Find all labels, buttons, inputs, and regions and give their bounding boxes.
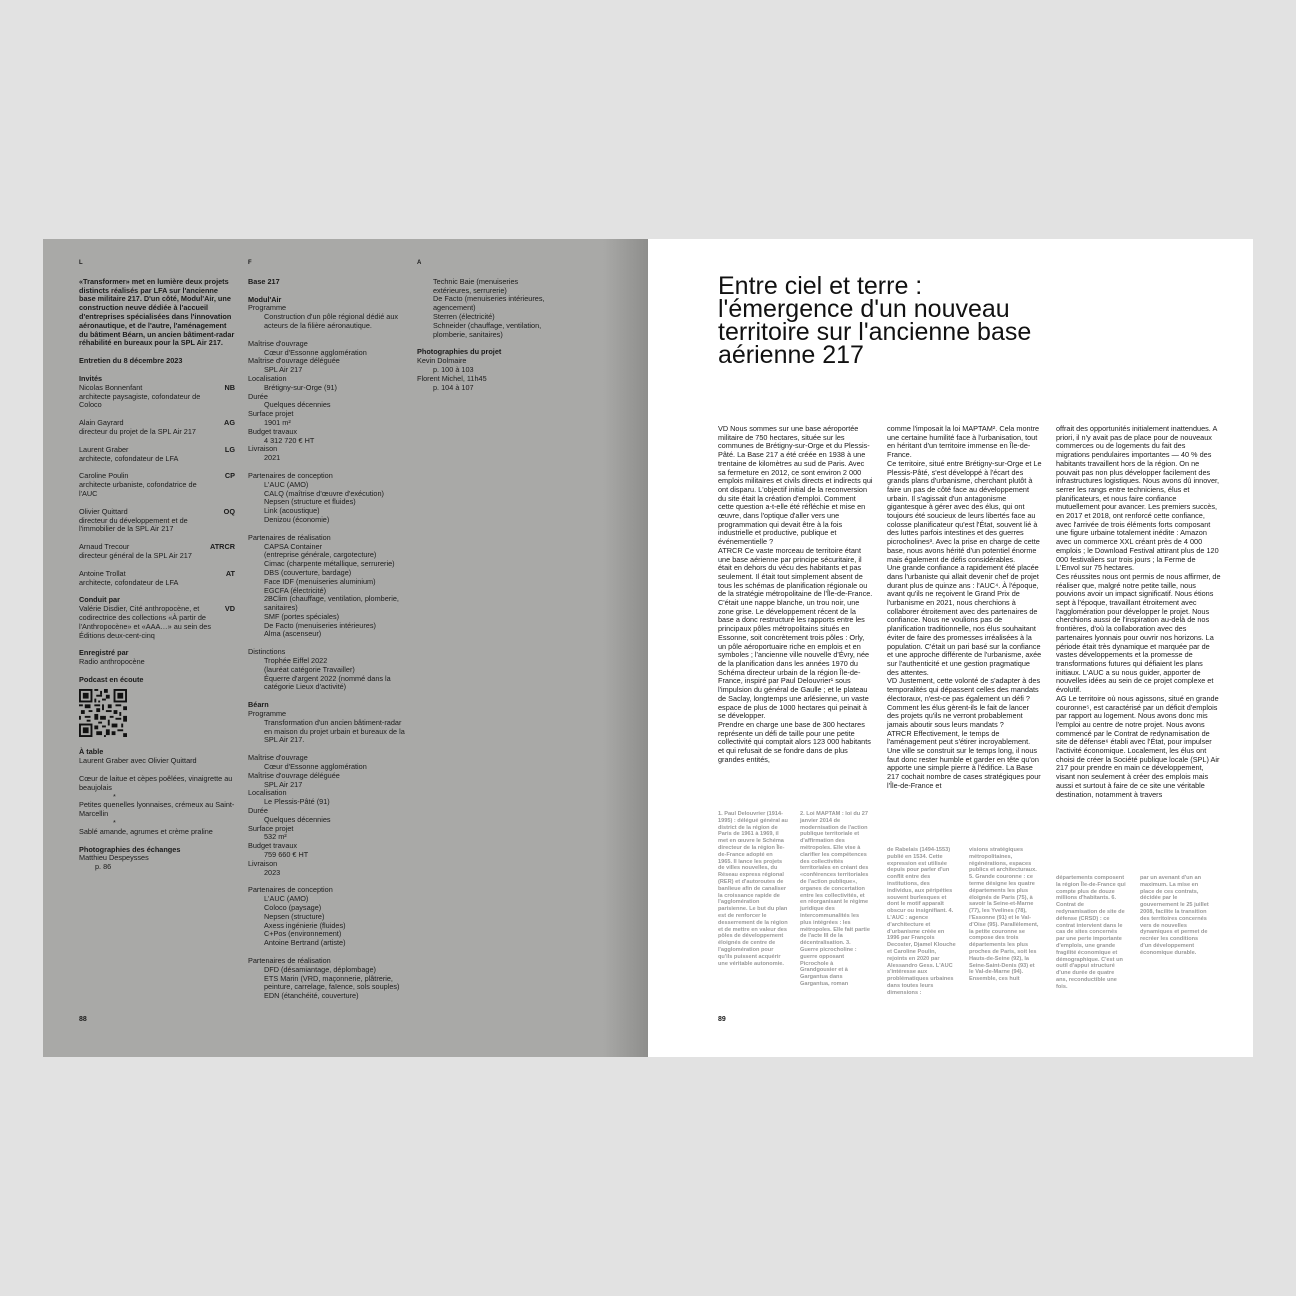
book-spread [43,239,1253,1057]
spec-value: Transformation d'un ancien bâtiment-radar en maison du projet urbain et bureaux de la SPL Air 217. [264,717,405,745]
spec-label: Localisation [248,373,287,383]
guest-entry [79,446,235,464]
spec-heading: Base 217 [248,276,280,286]
spec-value: Cœur d'Essonne agglomération [264,347,367,357]
guest-initials: OQ [223,506,235,516]
podcast-title: Podcast en écoute [79,674,144,684]
spec-label: Programme [248,303,287,313]
footnote-3-4: de Rabelais (1494-1553) publié en 1534. Cette expression est utilisée depuis pour parler d'un conflit entre des institutions, des individus, aux péripéties souvent burlesques et dont le motif apparaît obscur ou insignifiant. 4. L'AUC : agence d'architecture et d'urbanisme créée en 1996 par François Decoster, Djamel Klouche et Caroline Poulin, rejoints en 2020 par Alessandro Gess. L'AUC s'intéresse aux problématiques urbaines dans toutes leurs dimensions : [887,847,956,996]
table-text: Laurent Graber avec Olivier Quittard [79,756,197,766]
intro-text: «Transformer» met en lumière deux projets distincts réalisés par LFA sur l'ancienne base militaire 217. D'un côté, Modul'Air, une construction neuve dédiée à l'accueil d'entreprises spécialisées dans l'innovation aéronautique, et de l'autre, l'aménagement du bâtiment Béarn, un ancien bâtiment-radar réhabilité en bureaux pour la SPL Air 217. [79,276,235,348]
led-by-block [79,596,235,640]
guest-initials: CP [224,471,235,481]
spec-value: (lauréat catégorie Travailler) [264,664,355,674]
column-header-a: A [417,260,422,266]
spec-label: Durée [248,806,268,816]
spec-value: Antoine Bertrand (artiste) [264,938,346,948]
spec-value: 4 312 720 € HT [264,435,315,445]
led-title: Conduit par [79,595,120,605]
menu-item: Petites quenelles lyonnaises, crémeux au Saint-Marcellin [79,800,235,819]
article-title: Entre ciel et terre : l'émergence d'un nouveau territoire sur l'ancienne base aérienne 217 [718,272,1032,369]
spec-value: 2BClim (chauffage, ventilation, plomberie, sanitaires) [264,594,399,613]
spec-value: SMF (portes spéciales) [264,611,340,621]
guest-entry [79,543,235,561]
spec-label: Durée [248,391,268,401]
spec-value: ETS Marin (VRD, maçonnerie, plâtrerie, peinture, carrelage, faïence, sols souples) [264,973,400,992]
guest-role: architecte, cofondateur de LFA [79,453,179,463]
guest-entry [79,419,235,437]
spec-value: Face IDF (menuiseries aluminium) [264,576,376,586]
spec-value: Cœur d'Essonne agglomération [264,762,367,772]
spec-value: EDN (étanchéité, couverture) [264,991,359,1001]
spec-value: De Facto (menuiseries intérieures) [264,620,376,630]
guest-entry [79,384,235,410]
spec-label: Surface projet [248,409,294,419]
column-header-l: L [79,260,83,266]
guests-list [79,384,235,588]
spec-label: Partenaires de conception [248,470,333,480]
article-col-3 [1056,425,1221,799]
guest-name: Caroline Poulin [79,471,129,481]
photos-exchange-text: Matthieu Despeysses [79,853,149,863]
spec-value: C+Pos (environnement) [264,929,342,939]
project-specs [248,278,408,1001]
spec-value: Construction d'un pôle régional dédié aux acteurs de la filière aéronautique. [264,312,399,330]
left-page [43,239,648,1057]
spec-value: SPL Air 217 [264,779,303,789]
spec-label: Florent Michel, 11h45 [417,373,487,383]
spec-value: p. 104 à 107 [433,382,474,392]
menu-separator: * [113,818,116,828]
menu-list [79,775,235,837]
spec-value: CALQ (maîtrise d'œuvre d'exécution) [264,488,384,498]
spec-label: Budget travaux [248,841,298,851]
menu-separator: * [113,791,116,801]
spec-value: Sterren (électricité) [433,311,495,321]
spec-value: Quelques décennies [264,814,331,824]
guest-role: architecte urbaniste, cofondatrice de l'AUC [79,480,197,498]
spec-value: L'AUC (AMO) [264,479,309,489]
spec-label: Maîtrise d'ouvrage [248,338,308,348]
spec-label: Budget travaux [248,426,298,436]
spec-value: 2023 [264,867,281,877]
column-header-f: F [248,260,252,266]
spec-label: Kevin Dolmaire [417,356,467,366]
spec-value: Brétigny-sur-Orge (91) [264,382,337,392]
spec-value: 1901 m² [264,417,291,427]
spec-value: Schneider (chauffage, ventilation, plomberie, sanitaires) [433,320,542,339]
left-col-3 [417,259,547,392]
guest-entry [79,472,235,498]
right-page [648,239,1253,1057]
article-col-1 [718,425,873,764]
article-text: comme l'imposait la loi MAPTAM². Cela montre une certaine humilité face à l'urbanisation, tout en héritant d'un territoire immense en Île-de-France. Ce territoire, situé entre Brétigny-sur-Orge et Le Plessis-Pâté, s'est développé à l'écart des grands plans d'urbanisme, cherchant plutôt à faire un pas de côté face au développement urbain. Il s'agissait d'un antagonisme gigantesque à gérer avec des élus, qui ont toujours été soucieux de leurs libertés face au colosse planificateur qu'est l'État, souvent lié à des luttes parfois intestines et des guerres picrocholines³. Avec la prise en charge de cette base, nous avons hérité d'un potentiel énorme mais également de défis considérables. Une grande confiance a rapidement été placée dans l'urbaniste qui allait devenir chef de projet durant plus de quinze ans : l'AUC⁴. À l'époque, avant qu'ils ne reçoivent le Grand Prix de l'urbanisme en 2021, nous cherchions à collaborer étroitement avec des partenaires de confiance. Nous ne voulions pas de planification traditionnelle, nos élus souhaitant éviter de faire des promesses irréalisées à la population. C'était un pari basé sur la confiance et une approche différente de l'urbanisme, axée sur l'authenticité et une gestion pragmatique des attentes. VD Justement, cette volonté de s'adapter à des temporalités qui dépassent celles des mandats électoraux, n'est-ce pas également un défi ? Comment les élus gèrent-ils le fait de lancer des projets qu'ils ne verront probablement jamais aboutir sous leurs mandats ? ATRCR Effectivement, le temps de l'aménagement peut s'étirer incroyablement. Une ville se construit sur le temps long, il nous faut donc rester humble et garder en tête qu'on apporte une simple pierre à l'édifice. La Base 217 cochait nombre de cases stratégiques pour l'Île-de-France et [887,424,1042,790]
guest-name: Laurent Graber [79,444,129,454]
guest-initials: LG [224,444,235,454]
footnote-2-3: 2. Loi MAPTAM : loi du 27 janvier 2014 de modernisation de l'action publique territoriale et d'affirmation des métropoles. Elle vise à clarifier les compétences des collectivités territoriales en créant des «conférences territoriales de l'action publique», organes de concertation entre les collectivités, et en réorganisant le régime juridique des intercommunalités les plus intégrées : les métropoles. Elle fait partie de l'acte III de la décentralisation. 3. Guerre picrocholine : guerre opposant Picrochole à Grandgousier et à Gargantua dans Gargantua, roman [800,811,870,987]
spec-label: Maîtrise d'ouvrage [248,753,308,763]
spec-heading: Photographies du projet [417,347,502,357]
menu-item: Cœur de laitue et cèpes poêlées, vinaigrette au beaujolais [79,774,233,792]
spec-value: Link (acoustique) [264,506,320,516]
spec-label: Partenaires de réalisation [248,955,331,965]
recorded-title: Enregistré par [79,648,129,658]
guest-initials: NB [224,382,235,392]
spec-value: Équerre d'argent 2022 (nommé dans la catégorie Lieux d'activité) [264,673,391,692]
spec-label: Partenaires de réalisation [248,532,331,542]
spec-label: Maîtrise d'ouvrage déléguée [248,770,340,780]
qr-code[interactable] [79,689,127,737]
spec-value: Axess ingénierie (fluides) [264,920,346,930]
guest-role: directeur général de la SPL Air 217 [79,550,192,560]
guest-name: Alain Gayrard [79,418,124,428]
spec-heading: Béarn [248,700,269,710]
spec-value: Nepsen (structure) [264,911,325,921]
spec-label: Livraison [248,444,278,454]
spec-value: Alma (ascenseur) [264,629,322,639]
guest-entry [79,570,235,588]
spec-label: Distinctions [248,647,286,657]
spec-value: EGCFA (électricité) [264,585,327,595]
spec-value: CAPSA Container [264,541,323,551]
footnote-6: par un avenant d'un an maximum. La mise en place de ces contrats, décidée par le gouvernement le 25 juillet 2008, facilite la transition des territoires concernés vers de nouvelles dynamiques et permet de recréer les conditions d'un développement économique durable. [1140,875,1209,956]
article-col-2 [887,425,1042,791]
spec-value: 2021 [264,453,281,463]
footnote-1: 1. Paul Delouvrier (1914-1995) : délégué général au district de la région de Paris de 1961 à 1969, il met en œuvre le Schéma directeur de la région Île-de-France adopté en 1965. Il lance les projets de villes nouvelles, du Réseau express régional (RER) et d'autoroutes de banlieue afin de canaliser la croissance rapide de l'agglomération parisienne. Le but du plan est de renforcer le desserrement de la région et de mettre en valeur des pôles de développement éloignés de centre de l'agglomération pour qu'ils puissent acquérir une véritable autonomie. [718,811,788,967]
spec-label: Livraison [248,858,278,868]
spec-value: DBS (couverture, bardage) [264,567,352,577]
led-initials: VD [224,604,235,614]
table-title: À table [79,747,104,757]
spec-value: Nepsen (structure et fluides) [264,497,356,507]
led-text: Valérie Disdier, Cité anthropocène, et codirectrice des collections «À partir de l'Anthropocène» et «AAA…» au sein des Éditions deux-cent-cinq [79,604,212,640]
page-number-right: 89 [718,1016,726,1023]
spec-value: Cimac (charpente métallique, serrurerie) [264,559,395,569]
photos-exchange-title: Photographies des échanges [79,844,181,854]
photos-exchange-page: p. 86 [95,862,112,872]
guest-role: architecte, cofondateur de LFA [79,577,179,587]
spec-label: Partenaires de conception [248,885,333,895]
spec-value: De Facto (menuiseries intérieures, agencement) [433,294,545,313]
guest-initials: AT [225,568,235,578]
spec-value: p. 100 à 103 [433,364,474,374]
page-number-left: 88 [79,1016,87,1023]
guest-entry [79,508,235,534]
spec-value: (entreprise générale, cargotecture) [264,550,377,560]
article-text: offrait des opportunités initialement inattendues. A priori, il n'y avait pas de place pour de nouveaux commerces ou de logements du fait des migrations pendulaires importantes — 40 % des habitants travaillent hors de la région. On ne pouvait pas non plus développer facilement des infrastructures logistiques. Nous avons dû innover, serrer les rangs entre techniciens, élus et planificateurs, et nous faire confiance mutuellement pour avancer. Les premiers succès, en 2017 et 2018, ont renforcé cette confiance, avec l'arrivée de trois éléments forts composant une figure urbaine totalement inédite : Amazon avec un commerce XXL créant près de 4 000 emplois ; le Download Festival attirant plus de 120 000 festivaliers sur trois jours ; la Ferme de L'Envol sur 75 hectares. Ces réussites nous ont permis de nous affirmer, de réaliser que, malgré notre petite taille, nous pouvions avoir un impact significatif. Nous étions sept à l'époque, travaillant étroitement avec l'agglomération pour développer le projet. Nous cherchions aussi de l'inspiration au-delà de nos frontières, d'où la collaboration avec des partenaires lyonnais pour ouvrir nos horizons. La période était très dynamique et marquée par de vastes développements et la promesse de transformations futures qui défiaient les plans initiaux. L'AUC a su nous guider, apporter de nouvelles idées au sein de ce projet complexe et évolutif. AG Le territoire où nous agissons, situé en grande couronne⁵, est caractérisé par un déficit d'emplois par rapport au logement. Nous avons donc mis l'emploi au centre de notre projet. Nous avons commencé par le Contrat de redynamisation de site de défense⁶ établi avec l'État, pour impulser l'activité économique. Localement, les élus ont choisi de créer la Société publique locale (SPL) Air 217 pour prendre en main ce développement, visant non seulement à créer des emplois mais aussi et surtout à faire de ce site une véritable destination, notamment à travers [1056,424,1221,799]
guest-role: directeur du développement et de l'immobilier de la SPL Air 217 [79,515,188,534]
spec-value: SPL Air 217 [264,365,303,375]
spec-label: Programme [248,709,287,719]
guest-name: Olivier Quittard [79,506,128,516]
guest-role: architecte paysagiste, cofondateur de Coloco [79,391,201,410]
spec-value: DFD (désamiantage, déplombage) [264,964,376,974]
footnote-5-6: départements composent la région Île-de-France qui compte plus de douze millions d'habitants. 6. Contrat de redynamisation de site de défense (CRSD) : ce contrat intervient dans le cas de sites concernés par une perte importante d'emplois, une grande fragilité économique et démographique. C'est un outil d'appui structuré d'une durée de quatre ans, reconductible une fois. [1056,875,1126,990]
guest-name: Antoine Trollat [79,568,126,578]
left-col-2 [248,259,408,1001]
article-text: VD Nous sommes sur une base aéroportée militaire de 750 hectares, située sur les communes de Brétigny-sur-Orge et du Plessis-Pâté. La Base 217 a été créée en 1938 à une trentaine de kilomètres au sud de Paris. Avec sa fermeture en 2012, ce sont environ 2 000 emplois militaires et civils directs et indirects qui ont disparu. L'objectif initial de la reconversion du site était la création d'emploi. Comment cette question a-t-elle été réfléchie et mise en œuvre, dans l'optique d'aller vers une programmation qui devait être à la fois industrielle et productive, publique et événementielle ? ATRCR Ce vaste morceau de territoire étant une base aérienne par principe sécuritaire, il était en dehors du vécu des habitants et pas seulement. Il était tout simplement absent de tous les schémas de planification régionale ou de la stratégie métropolitaine de l'Île-de-France. C'était une nappe blanche, un trou noir, une zone grise. Le développement récent de la base a donc restructuré les rapports entre les principaux pôles métropolitains situés en Essonne, soit concrètement trois pôles : Orly, un pôle aéroportuaire riche en emplois et en symboles ; l'ancienne ville nouvelle d'Évry, née de la planification dans les années 1970 du Schéma directeur urbain de la région Île-de-France, inspiré par Paul Delouvrier¹ sous l'impulsion du général de Gaulle ; et le plateau de Saclay, longtemps une arlésienne, un vaste espace de plus de 1000 hectares qui peinait à se développer. Prendre en charge une base de 300 hectares représente un défi de taille pour une petite collectivité qui comptait alors 123 000 habitants et qui refusait de se fondre dans de plus grandes entités, [718,424,873,764]
spec-value: L'AUC (AMO) [264,894,309,904]
gutter-shadow [603,239,648,1057]
spec-value: Denizou (économie) [264,514,330,524]
recorded-text: Radio anthropocène [79,657,145,667]
menu-item: Sablé amande, agrumes et crème praline [79,826,213,836]
spec-value: Le Plessis-Pâté (91) [264,797,330,807]
spec-value: 532 m² [264,832,287,842]
interview-date: Entretien du 8 décembre 2023 [79,356,183,366]
spec-value: 759 660 € HT [264,850,309,860]
guest-role: directeur du projet de la SPL Air 217 [79,426,196,436]
spec-label: Maîtrise d'ouvrage déléguée [248,356,340,366]
spec-value: Coloco (paysage) [264,903,322,912]
spec-label: Localisation [248,788,287,798]
spec-value: Technic Baie (menuiseries extérieures, serrurerie) [433,276,519,295]
footnote-4-5: visions stratégiques métropolitaines, régénérations, espaces publics et architecturaux. 5. Grande couronne : ce terme désigne les quatre départements les plus éloignés de Paris (75), à savoir la Seine-et-Marne (77), les Yvelines (78), l'Essonne (91) et le Val-d'Oise (95). Parallèlement, la petite couronne se compose des trois départements les plus proches de Paris, soit les Hauts-de-Seine (92), la Seine-Saint-Denis (93) et le Val-de-Marne (94). Ensemble, ces huit [969,847,1039,983]
guest-initials: AG [224,418,235,428]
spacer [248,692,408,701]
left-col-1 [79,259,235,872]
spec-value: Quelques décennies [264,400,331,410]
project-specs-continued [417,278,547,393]
guest-name: Nicolas Bonnenfant [79,382,143,392]
spec-heading: Modul'Air [248,294,282,304]
guest-name: Arnaud Trecour [79,542,130,552]
spec-label: Surface projet [248,823,294,833]
guest-initials: ATRCR [210,542,235,552]
spec-value: Trophée Eiffel 2022 [264,656,328,666]
guests-title: Invités [79,373,103,383]
